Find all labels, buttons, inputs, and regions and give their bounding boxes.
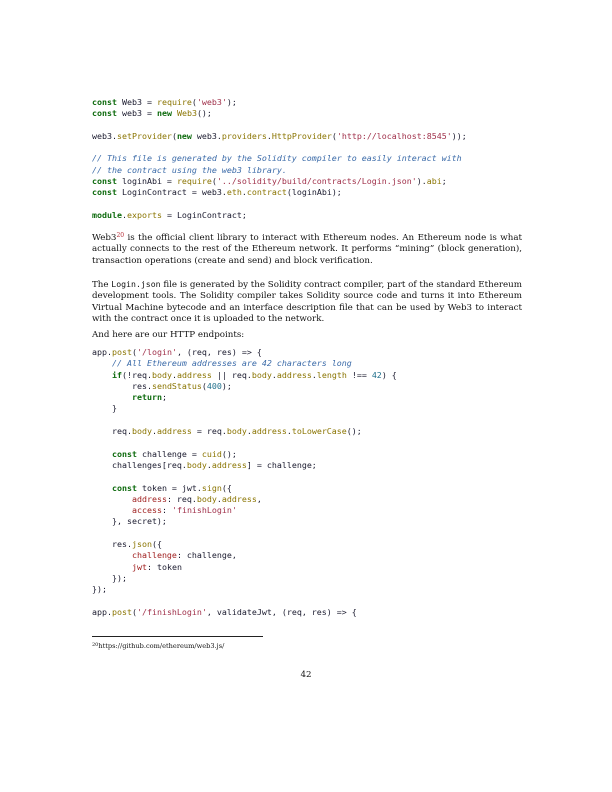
code-line: req.body.address = req.body.address.toLowerCase(); bbox=[92, 426, 362, 437]
code-line: challenges[req.body.address] = challenge; bbox=[92, 459, 317, 470]
code-line: res.sendStatus(400); bbox=[92, 380, 232, 391]
code-comment-line: // the contract using the web3 library. bbox=[92, 164, 287, 175]
code-line: }); bbox=[92, 572, 127, 583]
code-line: challenge: challenge, bbox=[131, 550, 237, 561]
code-line-blank bbox=[92, 528, 397, 539]
footnote bbox=[92, 642, 224, 650]
code-line: return; bbox=[131, 392, 167, 403]
code-line: // All Ethereum addresses are 42 characters long bbox=[111, 358, 352, 369]
code-line-blank bbox=[92, 415, 397, 426]
footnote-rule bbox=[92, 636, 263, 637]
code-block-web3-setup bbox=[92, 97, 467, 221]
code-line: const Web3 = require('web3'); bbox=[92, 97, 237, 107]
paragraph-text: file is generated by the Solidity contract compiler, part of the standard Ethereum development tools. The Solidity compiler takes Solidity source code and turns it into Ethereum Virtual Machine bytecode and an interface description file that can be used by Web3 to interact with the contract once it is uploaded to the network. bbox=[92, 280, 522, 324]
code-line-blank bbox=[92, 437, 397, 448]
footnote-number: 20 bbox=[92, 642, 99, 648]
code-line: address: req.body.address, bbox=[131, 493, 262, 504]
code-line: app.post('/login', (req, res) => { bbox=[92, 347, 262, 357]
web3-term: Web3 bbox=[92, 233, 117, 243]
code-line: const challenge = cuid(); bbox=[111, 448, 237, 459]
page-number: 42 bbox=[300, 670, 312, 680]
code-line: if(!req.body.address || req.body.address.length !== 42) { bbox=[111, 369, 397, 380]
code-block-http-endpoints bbox=[92, 347, 397, 618]
code-line-blank bbox=[92, 199, 467, 210]
code-line: const LoginContract = web3.eth.contract(loginAbi); bbox=[92, 187, 342, 198]
code-line: jwt: token bbox=[131, 561, 182, 572]
code-line-blank bbox=[92, 471, 397, 482]
code-line: access: 'finishLogin' bbox=[131, 505, 237, 516]
footnote-link[interactable]: https://github.com/ethereum/web3.js/ bbox=[98, 642, 225, 650]
inline-code-term: Login.json bbox=[111, 279, 161, 289]
code-line: app.post('/finishLogin', validateJwt, (req, res) => { bbox=[92, 606, 357, 617]
code-line: module.exports = LoginContract; bbox=[92, 209, 247, 220]
code-comment-line: // This file is generated by the Solidity compiler to easily interact with bbox=[92, 153, 462, 164]
code-line: const loginAbi = require('../solidity/build/contracts/Login.json').abi; bbox=[92, 176, 447, 187]
code-line-blank bbox=[92, 120, 467, 131]
paragraph-web3 bbox=[92, 233, 522, 267]
code-line-blank bbox=[92, 142, 467, 153]
code-line-blank bbox=[92, 596, 397, 607]
code-line: res.json({ bbox=[92, 539, 162, 550]
code-line: } bbox=[92, 403, 117, 414]
code-line: }); bbox=[92, 584, 107, 595]
paragraph-login-json bbox=[92, 279, 522, 325]
code-line: const token = jwt.sign({ bbox=[111, 482, 232, 493]
footnote-ref[interactable]: 20 bbox=[116, 232, 125, 239]
paragraph-text: is the official client library to interact with Ethereum nodes. An Ethereum node is what actually connects to the rest of the Ethereum network. It performs “mining” (block generation), transaction operations (create and send) and block verification. bbox=[92, 233, 522, 266]
code-line: web3.setProvider(new web3.providers.HttpProvider('http://localhost:8545')); bbox=[92, 130, 467, 141]
paragraph-text: The bbox=[92, 280, 112, 290]
code-line: const web3 = new Web3(); bbox=[92, 108, 212, 119]
paragraph-endpoints-intro: And here are our HTTP endpoints: bbox=[92, 330, 245, 340]
code-line: }, secret); bbox=[92, 516, 167, 527]
